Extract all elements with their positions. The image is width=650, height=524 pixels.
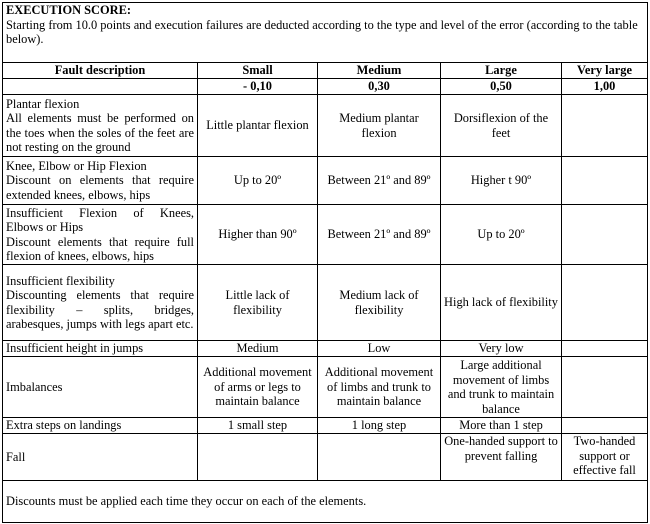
column-header-large: Large	[441, 63, 562, 79]
fault-detail: Discounting elements that require flexibility – splits, bridges, arabesques, jumps with legs apart etc.	[6, 288, 194, 331]
fault-detail: Discount elements that require full flexion of knees, elbows, hips	[6, 234, 194, 263]
fault-medium	[318, 434, 441, 481]
footer-note: Discounts must be applied each time they occur on each of the elements.	[3, 481, 648, 523]
fault-medium: Additional movement of limbs and trunk to maintain balance	[318, 357, 441, 418]
fault-large: More than 1 step	[441, 418, 562, 434]
fault-small: Higher than 90º	[198, 205, 318, 265]
fault-large: High lack of flexibility	[441, 265, 562, 341]
table-row	[3, 418, 648, 434]
fault-description	[3, 265, 198, 341]
fault-medium: Medium plantar flexion	[318, 95, 441, 157]
fault-title: Insufficient flexibility	[6, 273, 115, 288]
fault-description: Extra steps on landings	[3, 418, 198, 434]
table-row	[3, 265, 648, 341]
deduction-medium: 0,30	[318, 79, 441, 95]
fault-medium: Medium lack of flexibility	[318, 265, 441, 341]
fault-very-large	[562, 95, 648, 157]
deduction-very-large: 1,00	[562, 79, 648, 95]
fault-very-large	[562, 265, 648, 341]
fault-large: Higher t 90º	[441, 157, 562, 205]
fault-description	[3, 95, 198, 157]
fault-very-large	[562, 205, 648, 265]
fault-description: Fall	[3, 434, 198, 481]
fault-description	[3, 205, 198, 265]
fault-description: Insufficient height in jumps	[3, 341, 198, 357]
section-intro: Starting from 10.0 points and execution failures are deducted according to the type and level of the error (according to the table below).	[6, 17, 638, 46]
fault-very-large: Two-handed support or effective fall	[562, 434, 648, 481]
fault-large: One-handed support to prevent falling	[441, 434, 562, 481]
fault-small: Little plantar flexion	[198, 95, 318, 157]
deduction-large: 0,50	[441, 79, 562, 95]
column-header-small: Small	[198, 63, 318, 79]
fault-title: Knee, Elbow or Hip Flexion	[6, 158, 147, 173]
section-title: EXECUTION SCORE:	[6, 3, 131, 17]
table-row	[3, 341, 648, 357]
fault-large: Large additional movement of limbs and trunk to maintain balance	[441, 357, 562, 418]
fault-small	[198, 434, 318, 481]
fault-large: Very low	[441, 341, 562, 357]
fault-very-large	[562, 157, 648, 205]
fault-medium: 1 long step	[318, 418, 441, 434]
fault-description	[3, 157, 198, 205]
fault-large: Dorsiflexion of the feet	[441, 95, 562, 157]
header-cell	[3, 3, 648, 63]
column-header-medium: Medium	[318, 63, 441, 79]
fault-small: Medium	[198, 341, 318, 357]
fault-title: Plantar flexion	[6, 96, 80, 111]
fault-detail: Discount on elements that require extended knees, elbows, hips	[6, 173, 194, 202]
table-row	[3, 205, 648, 265]
table-row	[3, 434, 648, 481]
fault-medium: Low	[318, 341, 441, 357]
fault-medium: Between 21º and 89º	[318, 157, 441, 205]
table-row	[3, 95, 648, 157]
column-header-very-large: Very large	[562, 63, 648, 79]
fault-large: Up to 20º	[441, 205, 562, 265]
fault-medium: Between 21º and 89º	[318, 205, 441, 265]
execution-score-table	[2, 2, 648, 523]
fault-small: Additional movement of arms or legs to maintain balance	[198, 357, 318, 418]
column-header-fault: Fault description	[3, 63, 198, 79]
fault-very-large	[562, 357, 648, 418]
fault-description: Imbalances	[3, 357, 198, 418]
execution-score-document	[2, 2, 647, 522]
fault-small: Up to 20º	[198, 157, 318, 205]
fault-small: 1 small step	[198, 418, 318, 434]
fault-title: Insufficient Flexion of Knees, Elbows or Hips	[6, 205, 194, 234]
fault-small: Little lack of flexibility	[198, 265, 318, 341]
fault-very-large	[562, 341, 648, 357]
fault-detail: All elements must be performed on the toes when the soles of the feet are not resting on the ground	[6, 111, 194, 154]
deduction-label-cell	[3, 79, 198, 95]
table-row	[3, 357, 648, 418]
table-row	[3, 157, 648, 205]
fault-very-large	[562, 418, 648, 434]
deduction-small: - 0,10	[198, 79, 318, 95]
